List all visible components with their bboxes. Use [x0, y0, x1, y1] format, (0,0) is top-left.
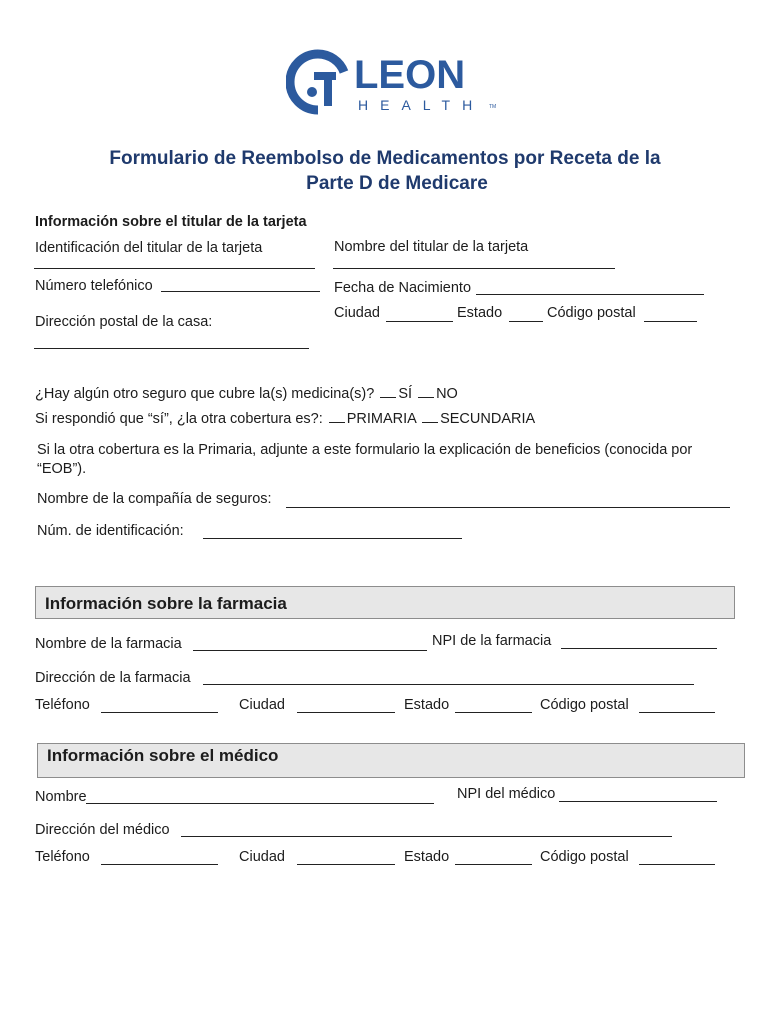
doctor-address-field[interactable] — [181, 836, 672, 837]
cardholder-heading: Información sobre el titular de la tarjeta — [35, 214, 307, 230]
form-title-line2: Parte D de Medicare — [306, 173, 488, 194]
city-field[interactable] — [386, 321, 453, 322]
doctor-state-field[interactable] — [455, 864, 532, 865]
doctor-city-label: Ciudad — [239, 849, 285, 865]
pharmacy-heading: Información sobre la farmacia — [45, 594, 287, 613]
other-insurance-question: ¿Hay algún otro seguro que cubre la(s) medicina(s)? SÍ NO — [35, 386, 458, 402]
doctor-npi-label: NPI del médico — [457, 786, 556, 802]
state-label: Estado — [457, 305, 503, 321]
doctor-state-label: Estado — [404, 849, 450, 865]
doctor-heading: Información sobre el médico — [47, 746, 279, 765]
pharmacy-city-field[interactable] — [297, 712, 395, 713]
logo-arc-icon — [290, 54, 318, 110]
leon-health-logo — [286, 48, 506, 116]
doctor-address-label: Dirección del médico — [35, 822, 170, 838]
insurance-id-label: Núm. de identificación: — [37, 523, 184, 539]
yes-option: SÍ — [398, 386, 413, 402]
doctor-zip-label: Código postal — [540, 849, 629, 865]
person-icon — [307, 87, 317, 97]
doctor-phone-label: Teléfono — [35, 849, 90, 865]
primary-option: PRIMARIA — [346, 411, 417, 427]
pharmacy-address-label: Dirección de la farmacia — [35, 670, 191, 686]
eob-note-line1: Si la otra cobertura es la Primaria, adjunte a este formulario la explicación de beneficios (conocida por — [37, 442, 693, 458]
pharmacy-state-field[interactable] — [455, 712, 532, 713]
doctor-phone-field[interactable] — [101, 864, 218, 865]
coverage-type-question: Si respondió que “sí”, ¿la otra cobertura es?: PRIMARIA SECUNDARIA — [35, 411, 536, 427]
cardholder-name-label: Nombre del titular de la tarjeta — [334, 239, 529, 255]
doctor-npi-field[interactable] — [559, 801, 717, 802]
doctor-name-label: Nombre — [35, 789, 87, 805]
cardholder-id-field[interactable] — [34, 268, 315, 269]
logo-brand-text: LEON — [354, 53, 466, 97]
primary-blank[interactable] — [329, 422, 345, 423]
dob-field[interactable] — [476, 294, 704, 295]
no-blank[interactable] — [418, 397, 434, 398]
pharmacy-name-field[interactable] — [193, 650, 427, 651]
doctor-zip-field[interactable] — [639, 864, 715, 865]
pharmacy-npi-field[interactable] — [561, 648, 717, 649]
yes-blank[interactable] — [380, 397, 396, 398]
pharmacy-npi-label: NPI de la farmacia — [432, 633, 552, 649]
pharmacy-state-label: Estado — [404, 697, 450, 713]
pharmacy-phone-field[interactable] — [101, 712, 218, 713]
secondary-blank[interactable] — [422, 422, 438, 423]
home-address-field[interactable] — [34, 348, 309, 349]
doctor-city-field[interactable] — [297, 864, 395, 865]
pharmacy-city-label: Ciudad — [239, 697, 285, 713]
pharmacy-name-label: Nombre de la farmacia — [35, 636, 182, 652]
zip-label: Código postal — [547, 305, 636, 321]
cardholder-id-label: Identificación del titular de la tarjeta — [35, 240, 263, 256]
secondary-option: SECUNDARIA — [440, 411, 536, 427]
eob-note-line2: “EOB”). — [37, 461, 87, 477]
doctor-name-field[interactable] — [86, 803, 434, 804]
logo-tm: TM — [489, 104, 497, 110]
insurance-id-field[interactable] — [203, 538, 462, 539]
form-title-line1: Formulario de Reembolso de Medicamentos por Receta de la — [109, 148, 661, 169]
pharmacy-address-field[interactable] — [203, 684, 694, 685]
phone-field[interactable] — [161, 291, 320, 292]
cardholder-name-field[interactable] — [333, 268, 615, 269]
pharmacy-phone-label: Teléfono — [35, 697, 90, 713]
state-field[interactable] — [509, 321, 543, 322]
insurance-company-label: Nombre de la compañía de seguros: — [37, 491, 272, 507]
phone-label: Número telefónico — [35, 278, 153, 294]
city-label: Ciudad — [334, 305, 380, 321]
logo-sub-text: HEALTH — [358, 97, 485, 113]
dob-label: Fecha de Nacimiento — [334, 280, 472, 296]
insurance-company-field[interactable] — [286, 507, 730, 508]
home-address-label: Dirección postal de la casa: — [35, 314, 213, 330]
no-option: NO — [436, 386, 458, 402]
pharmacy-zip-field[interactable] — [639, 712, 715, 713]
pharmacy-zip-label: Código postal — [540, 697, 629, 713]
zip-field[interactable] — [644, 321, 697, 322]
